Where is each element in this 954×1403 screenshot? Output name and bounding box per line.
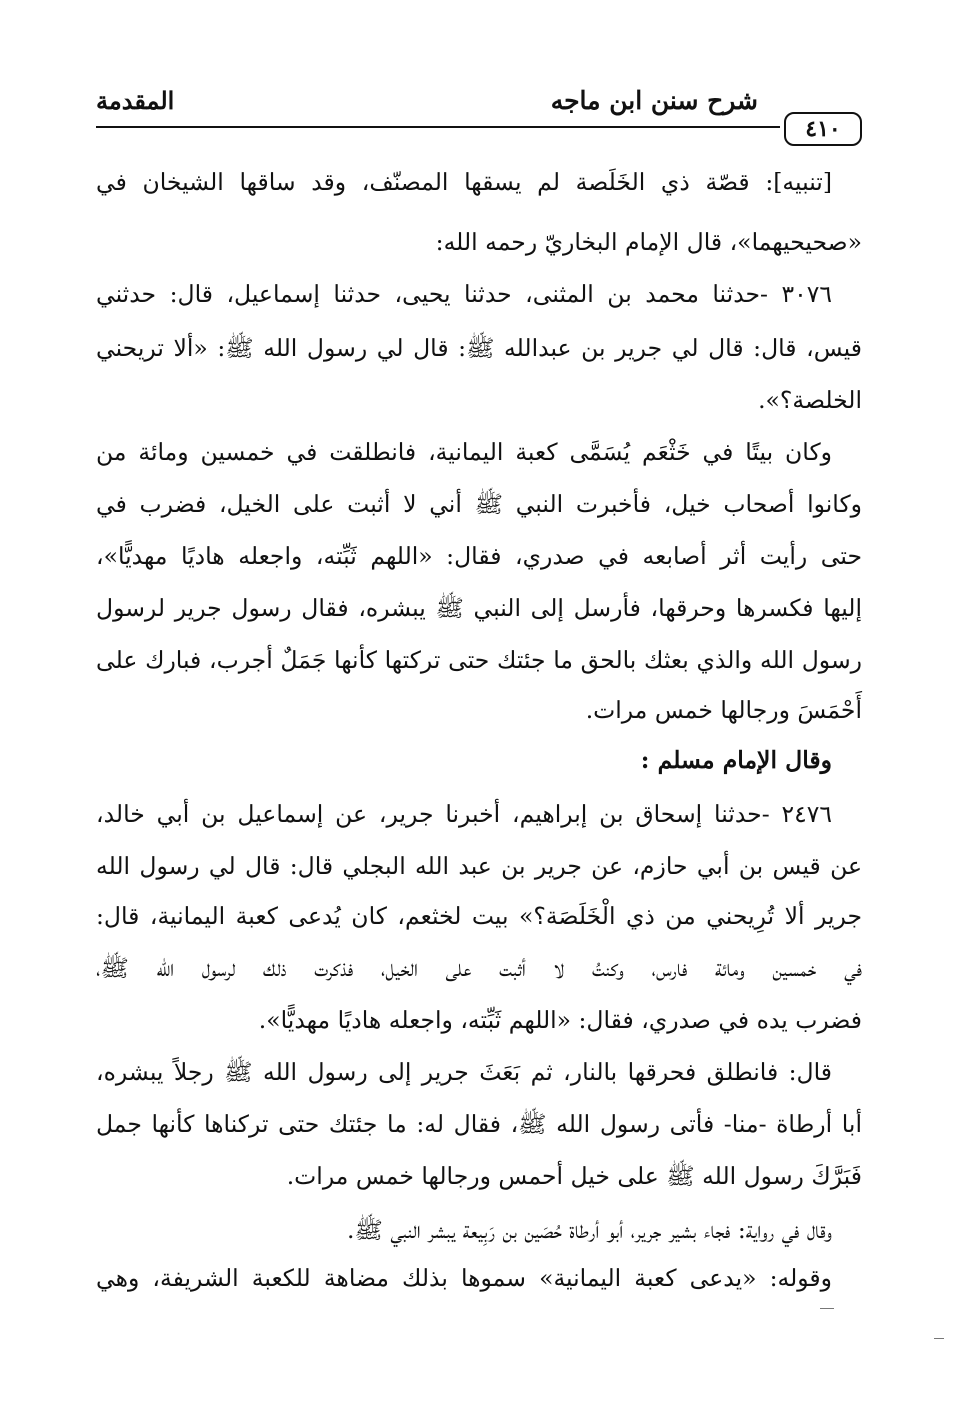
scan-mark xyxy=(934,1338,944,1339)
text-line: ٣٠٧٦ -حدثنا محمد بن المثنى، حدثنا يحيى، حدثنا إسماعيل، قال: حدثني xyxy=(96,280,832,308)
text-line: قال: فانطلق فحرقها بالنار، ثم بَعَثَ جرير إلى رسول الله ﷺ رجلاً يبشره، xyxy=(96,1058,832,1086)
text-line: وقوله: «يدعى كعبة اليمانية» سموها بذلك مضاهة للكعبة الشريفة، وهي xyxy=(96,1264,832,1292)
text-line: ٢٤٧٦ -حدثنا إسحاق بن إبراهيم، أخبرنا جرير، عن إسماعيل بن أبي خالد، xyxy=(96,800,832,828)
text-line: وقال في رواية: فجاء بشير جرير، أبو أرطاة حُصَين بن رَبِيعة يبشر النبي ﷺ. xyxy=(347,1216,832,1244)
text-line: «صحيحيهما»، قال الإمام البخاريّ رحمه الله: xyxy=(435,228,862,256)
text-line: وكانوا أصحاب خيل، فأخبرت النبي ﷺ أني لا أثبت على الخيل، فضرب في xyxy=(96,490,862,518)
subheading: وقال الإمام مسلم : xyxy=(640,746,832,774)
text-line: قيس، قال: قال لي جرير بن عبدالله ﷺ: قال لي رسول الله ﷺ: «ألا تريحني xyxy=(96,334,862,362)
text-line: أبا أرطاة -منا- فأتى رسول الله ﷺ، فقال له: ما جئتك حتى تركناها كأنها جمل xyxy=(96,1110,862,1138)
text-line: فَبَرَّكَ رسول الله ﷺ على خيل أحمس ورجالها خمس مرات. xyxy=(286,1162,862,1190)
text-line: عن قيس بن أبي حازم، عن جرير بن عبد الله البجلي قال: قال لي رسول الله xyxy=(96,852,862,880)
text-line: أَحْمَسَ ورجالها خمس مرات. xyxy=(585,696,862,724)
text-line: وكان بيتًا في خَثْعَم يُسَمَّى كعبة اليمانية، فانطلقت في خمسين ومائة من xyxy=(96,438,832,466)
text-line: جرير ألا تُرِيحني من ذي الْخَلَصَة؟» بيت لخثعم، كان يُدعى كعبة اليمانية، قال: xyxy=(96,902,862,930)
text-line: فضرب يده في صدري، فقال: «اللهم ثَبِّته، واجعله هاديًا مهديًّا». xyxy=(258,1006,862,1034)
page-number: ٤١٠ xyxy=(784,112,862,146)
text-line: [تنبيه]: قصّة ذي الخَلَصة لم يسقها المصنّف، وقد ساقها الشيخان في xyxy=(96,168,832,196)
book-title: شرح سنن ابن ماجه xyxy=(550,86,758,115)
text-line: رسول الله والذي بعثك بالحق ما جئتك حتى تركتها كأنها جَمَلٌ أجرب، فبارك على xyxy=(96,646,862,674)
text-line: حتى رأيت أثر أصابعه في صدري، فقال: «اللهم ثَبِّته، واجعله هاديًا مهديًّا»، xyxy=(96,542,862,570)
section-title: المقدمة xyxy=(96,86,175,115)
text-line: الخلصة؟». xyxy=(758,386,862,414)
text-line: إليها فكسرها وحرقها، فأرسل إلى النبي ﷺ يبشره، فقال رسول جرير لرسول xyxy=(96,594,862,622)
scan-mark xyxy=(820,1308,834,1309)
header-divider xyxy=(96,126,780,128)
text-line: في خمسين ومائة فارس، وكنتُ لا أثبت على الخيل، فذكرت ذلك لرسول الله ﷺ، xyxy=(96,954,862,982)
page-header xyxy=(96,78,862,148)
